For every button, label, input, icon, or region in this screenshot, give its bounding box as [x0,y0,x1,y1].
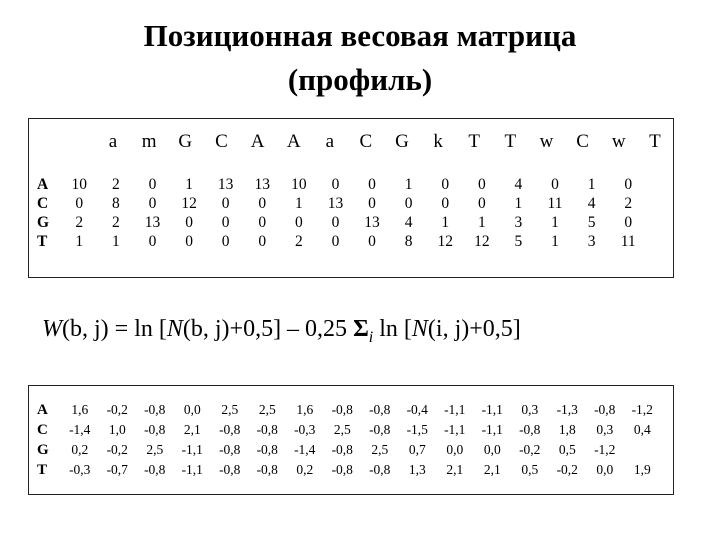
table-cell: 0 [368,195,376,212]
table-cell: 3 [514,214,523,231]
table-cell: 0 [331,233,340,250]
table-cell: 2,5 [221,402,239,417]
table-row [37,213,647,232]
table-cell: -0,2 [519,442,541,457]
table-cell: 0,3 [521,402,539,417]
row-label: A [37,402,48,418]
column-header: m [141,131,157,152]
column-header: a [325,131,334,152]
table-cell: -1,4 [294,442,316,457]
formula-args-1: (b, j) [62,316,109,342]
formula-ln: ln [ [373,316,412,342]
formula-args-3: (i, j) [427,316,470,342]
table-row [37,232,647,251]
table-cell: 10 [291,176,307,193]
table-cell: -0,8 [256,462,278,477]
table-cell: 0 [185,233,193,250]
table-cell: -1,1 [181,442,203,457]
row-label: G [37,442,49,458]
table-cell: 1,9 [633,462,651,477]
table-row [37,400,661,420]
table-cell: -0,3 [69,462,91,477]
table-cell: 11 [547,195,563,212]
column-header: G [395,131,409,152]
table-cell: 0 [477,176,486,193]
table-row [37,440,661,460]
column-header: T [649,131,661,152]
column-header: A [286,131,301,152]
table-cell: 2,1 [483,462,501,477]
table-cell: 13 [327,195,344,212]
table-cell: 0 [148,233,157,250]
table-cell: 2,5 [371,442,389,457]
table-cell: -1,1 [181,462,203,477]
table-cell: 13 [254,176,271,193]
row-label: C [37,195,49,212]
table-cell: 1 [514,195,523,212]
column-header: w [611,131,626,152]
table-cell: 0 [258,195,267,212]
table-cell: -1,1 [444,402,466,417]
table-cell: -1,5 [406,422,428,437]
column-header: G [178,131,193,152]
table-cell: 0,0 [483,442,501,457]
title-line-2: (профиль) [287,62,433,97]
row-label: T [37,462,48,478]
weight-formula [42,316,692,347]
table-cell: -0,8 [594,402,616,417]
table-cell: 1 [587,176,596,193]
sigma-symbol: Σ [353,316,369,342]
table-row [37,175,647,194]
table-cell: -0,8 [369,422,391,437]
table-cell: 5 [587,214,596,231]
table-cell: -1,2 [631,402,653,417]
table-cell: 0 [221,233,230,250]
column-header: T [468,131,480,152]
table-cell: 2 [112,176,120,193]
table-cell: 2,5 [333,422,351,437]
row-label: A [37,176,49,193]
table-cell: 3 [587,233,596,250]
column-header: T [504,131,517,152]
table-cell: 0 [477,195,486,212]
table-cell: 2,1 [446,462,464,477]
table-cell: 0 [404,195,413,212]
table-cell: 1 [551,214,559,231]
table-cell: 0 [221,214,230,231]
row-label: G [37,214,50,231]
column-header: C [576,131,589,152]
table-cell: -0,8 [144,402,166,417]
table-cell: -1,3 [556,402,578,417]
table-cell: 0,0 [183,402,201,417]
sigma-subscript: i [368,328,374,346]
table-cell: 0 [551,176,559,193]
table-cell: 0 [148,176,157,193]
column-header: a [108,131,118,152]
table-cell: 0 [368,233,376,250]
table-cell: -0,8 [144,462,166,477]
table-row [37,420,661,440]
table-cell: 0 [221,195,230,212]
formula-mid: +0,5] – 0,25 [229,316,354,342]
table-cell: 0 [258,233,267,250]
table-cell: 2 [624,195,633,212]
table-cell: 1,6 [71,402,89,417]
table-cell: 1,8 [558,422,576,437]
formula-eq: = ln [ [108,316,167,342]
weight-matrix-panel [28,385,674,495]
table-cell: 2,5 [146,442,164,457]
table-cell: 1 [404,176,413,193]
table-cell: -0,8 [331,462,353,477]
table-cell: -0,3 [294,422,316,437]
table-cell: 12 [181,195,197,212]
table-cell: 0,0 [446,442,464,457]
table-cell: 2 [294,233,303,250]
slide-title [0,14,720,102]
table-cell: 0 [624,176,633,193]
table-cell: 12 [437,233,453,250]
table-cell: -0,8 [219,462,241,477]
profile-count-table [37,175,647,251]
table-cell: 0 [331,176,340,193]
table-cell: 0 [294,214,303,231]
table-cell: -1,1 [481,422,503,437]
table-cell: 1,6 [296,402,314,417]
table-cell: -0,8 [219,442,241,457]
table-cell: 2,1 [183,422,201,437]
table-cell: -0,8 [331,402,353,417]
table-cell: 0 [441,176,450,193]
row-label: T [37,233,48,250]
table-cell: -0,2 [106,442,128,457]
table-cell: 0,5 [558,442,576,457]
table-cell: 0,3 [596,422,614,437]
formula-w: W [42,316,62,342]
table-cell: -1,2 [594,442,616,457]
column-header: A [250,131,265,152]
table-cell: 11 [620,233,636,250]
table-cell: 1,0 [108,422,126,437]
table-cell: 2,5 [258,402,276,417]
table-cell: 0,5 [521,462,539,477]
table-cell: 2 [75,214,84,231]
formula-args-2: (b, j) [182,316,230,342]
formula-n2: N [411,316,428,342]
table-cell: 1 [477,214,486,231]
table-cell: 0 [331,214,340,231]
table-cell: 0,0 [596,462,614,477]
table-cell: -1,1 [444,422,466,437]
table-cell: -0,8 [331,442,353,457]
table-cell: -0,8 [144,422,166,437]
table-cell: 12 [474,233,490,250]
profile-column-headers [95,127,673,157]
table-cell: 0,2 [71,442,89,457]
table-cell: 0 [368,176,376,193]
title-line-1: Позиционная весовая матрица [143,18,577,53]
formula-end: +0,5] [469,316,521,342]
table-cell: 0,2 [296,462,314,477]
table-cell: 0 [441,195,450,212]
table-cell: 1,3 [408,462,426,477]
table-cell: 0 [258,214,267,231]
profile-matrix-panel [28,118,674,278]
table-cell: 1 [294,195,303,212]
column-header: w [539,131,554,152]
table-cell: 0 [75,195,84,212]
column-header: C [359,131,373,152]
table-cell: 4 [587,195,596,212]
table-cell: 0 [148,195,157,212]
table-cell: 0,7 [408,442,426,457]
table-cell: -0,8 [219,422,241,437]
table-cell: 1 [185,176,193,193]
table-cell: -0,8 [256,442,278,457]
table-cell: 13 [144,214,161,231]
row-label: C [37,422,48,438]
table-cell: 0,4 [633,422,651,437]
table-cell: 13 [364,214,380,231]
table-cell: 1 [551,233,559,250]
table-cell: 1 [75,233,84,250]
table-cell: 0 [624,214,633,231]
column-header: k [433,131,443,152]
table-cell: 0 [185,214,193,231]
table-cell: 4 [514,176,523,193]
table-cell: 8 [404,233,413,250]
table-cell: -0,8 [369,462,391,477]
weight-table [37,400,661,480]
table-cell: -0,2 [556,462,578,477]
table-cell: 1 [112,233,120,250]
table-cell: -0,8 [519,422,541,437]
table-cell: 10 [71,176,88,193]
table-row [37,194,647,213]
table-cell: -0,7 [106,462,128,477]
table-cell: -0,2 [106,402,128,417]
table-cell: 1 [441,214,450,231]
table-cell: -0,8 [369,402,391,417]
table-cell: -1,1 [481,402,503,417]
table-cell: 5 [514,233,523,250]
table-cell: 8 [112,195,120,212]
formula-n1: N [166,316,183,342]
table-cell: 2 [112,214,120,231]
table-cell: -0,8 [256,422,278,437]
table-cell: 4 [404,214,413,231]
table-cell: 13 [217,176,234,193]
table-row [37,460,661,480]
column-header: C [215,131,228,152]
table-cell: -0,4 [406,402,428,417]
table-cell: -1,4 [69,422,91,437]
